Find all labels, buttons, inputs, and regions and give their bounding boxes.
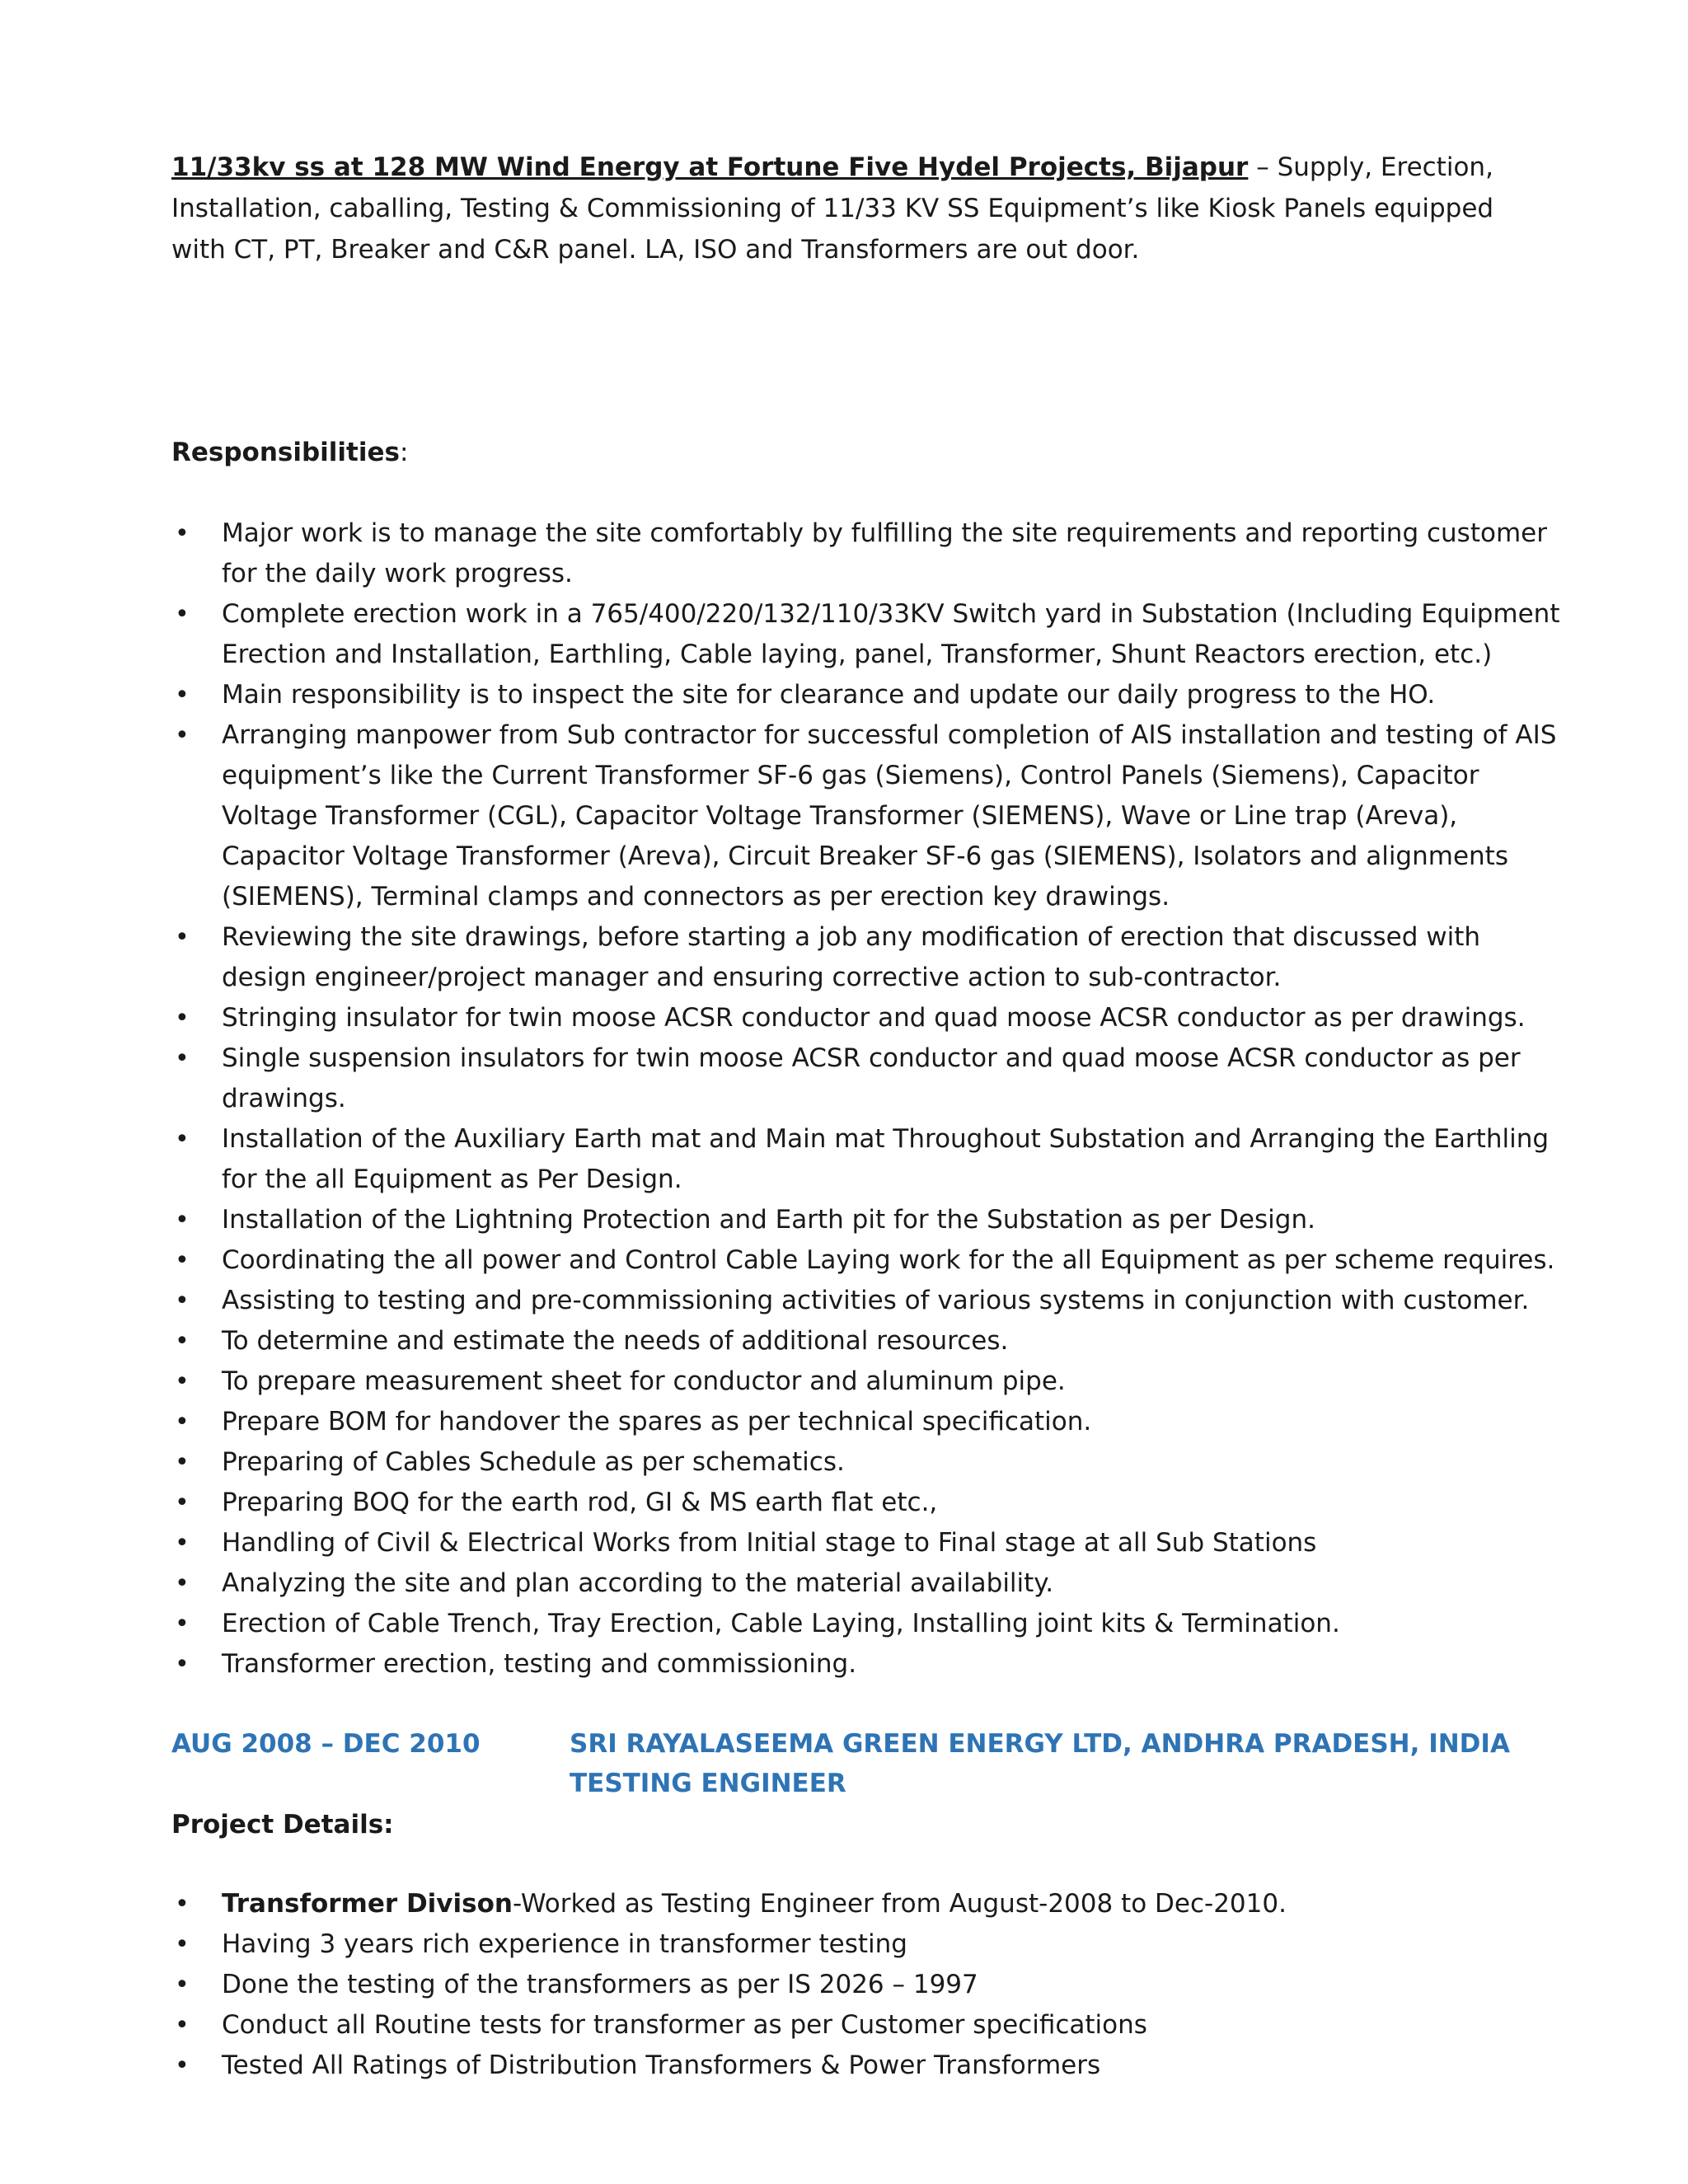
list-item (171, 513, 1573, 594)
responsibilities-heading (171, 432, 408, 473)
list-item-text: Preparing of Cables Schedule as per schematics. (222, 1447, 845, 1477)
bullet-icon: • (175, 1569, 190, 1598)
list-item (171, 1604, 1573, 1644)
project-description: – Supply, Erection, Installation, caballing, Testing & Commissioning of 11/33 KV SS Equipment’s like Kiosk Panels equipped with CT, PT, Breaker and C&R panel. LA, ISO and Transformers are out door. (171, 152, 1494, 265)
bullet-icon: • (175, 600, 190, 629)
bullet-icon: • (175, 1650, 190, 1679)
bullet-icon: • (175, 1044, 190, 1073)
list-item (171, 1240, 1573, 1281)
bullet-icon: • (175, 1004, 190, 1033)
list-item (171, 1361, 1573, 1402)
list-item (171, 1442, 1573, 1483)
bullet-icon: • (175, 1930, 190, 1959)
list-item (171, 1200, 1573, 1240)
list-item-text: Assisting to testing and pre-commissioning activities of various systems in conjunction with customer. (222, 1286, 1530, 1315)
list-item (171, 1402, 1573, 1442)
list-item (171, 594, 1573, 675)
bullet-icon: • (175, 923, 190, 952)
list-item-text: Prepare BOM for handover the spares as per technical specification. (222, 1407, 1092, 1436)
bullet-icon: • (175, 1206, 190, 1235)
list-item-text: Preparing BOQ for the earth rod, GI & MS earth flat etc., (222, 1488, 938, 1517)
bullet-icon: • (175, 1246, 190, 1275)
bullet-icon: • (175, 1327, 190, 1356)
list-item (171, 1523, 1573, 1563)
job-dates: AUG 2008 – DEC 2010 (171, 1729, 481, 1759)
list-item-text: Installation of the Lightning Protection and Earth pit for the Substation as per Design. (222, 1205, 1315, 1235)
list-item-text: To determine and estimate the needs of additional resources. (222, 1326, 1009, 1356)
list-item-text: Arranging manpower from Sub contractor for successful completion of AIS installation and testing of AIS equipment’s like the Current Transformer SF-6 gas (Siemens), Control Panels (Siemens), Capacitor Voltage Transformer (CGL), Capacitor Voltage Transformer (SIEMENS), Wave or Line trap (Areva), Capacitor Voltage Transformer (Areva), Circuit Breaker SF-6 gas (SIEMENS), Isolators and alignments (SIEMENS), Terminal clamps and connectors as per erection key drawings. (222, 720, 1557, 912)
list-item-text: Installation of the Auxiliary Earth mat and Main mat Throughout Substation and Arranging the Earthling for the all Equipment as Per Design. (222, 1124, 1550, 1194)
list-item (171, 1321, 1573, 1361)
list-item (171, 1038, 1573, 1119)
list-item-text: Transformer erection, testing and commissioning. (222, 1649, 857, 1679)
list-item-text: Conduct all Routine tests for transformer as per Customer specifications (222, 2010, 1147, 2040)
list-item-bold-text: Transformer Divison (222, 1889, 513, 1919)
bullet-icon: • (175, 1125, 190, 1154)
list-item (171, 2046, 1573, 2086)
list-item-text: Tested All Ratings of Distribution Transformers & Power Transformers (222, 2050, 1101, 2080)
list-item (171, 1884, 1573, 1924)
bullet-icon: • (175, 1286, 190, 1315)
bullet-icon: • (175, 1367, 190, 1396)
list-item-text: Analyzing the site and plan according to the material availability. (222, 1568, 1054, 1598)
list-item (171, 1119, 1573, 1200)
list-item-text: Major work is to manage the site comfortably by fulfilling the site requirements and reporting customer for the daily work progress. (222, 518, 1547, 588)
list-item (171, 1281, 1573, 1321)
responsibilities-list (171, 513, 1573, 1685)
project-intro (171, 147, 1540, 270)
bullet-icon: • (175, 721, 190, 750)
list-item (171, 1644, 1573, 1685)
list-item (171, 1483, 1573, 1523)
bullet-icon: • (175, 1971, 190, 1999)
list-item-text: Reviewing the site drawings, before starting a job any modification of erection that discussed with design engineer/project manager and ensuring corrective action to sub-contractor. (222, 922, 1481, 992)
bullet-icon: • (175, 1610, 190, 1638)
bullet-icon: • (175, 1529, 190, 1558)
list-item (171, 2005, 1573, 2046)
list-item-text: Having 3 years rich experience in transformer testing (222, 1929, 907, 1959)
job-role: TESTING ENGINEER (570, 1769, 846, 1798)
list-item-text: Stringing insulator for twin moose ACSR conductor and quad moose ACSR conductor as per drawings. (222, 1003, 1526, 1033)
list-item-text: Single suspension insulators for twin moose ACSR conductor and quad moose ACSR conductor as per drawings. (222, 1043, 1521, 1113)
list-item-text: To prepare measurement sheet for conductor and aluminum pipe. (222, 1366, 1066, 1396)
company-name: SRI RAYALASEEMA GREEN ENERGY LTD, ANDHRA PRADESH, INDIA (570, 1729, 1510, 1759)
list-item-text: Erection of Cable Trench, Tray Erection, Cable Laying, Installing joint kits & Termination. (222, 1609, 1340, 1638)
bullet-icon: • (175, 1448, 190, 1477)
list-item-text: Complete erection work in a 765/400/220/132/110/33KV Switch yard in Substation (Including Equipment Erection and Installation, Earthling, Cable laying, panel, Transformer, Shunt Reactors erection, etc.) (222, 599, 1560, 669)
project-details-heading: Project Details: (171, 1810, 394, 1840)
list-item-text: Handling of Civil & Electrical Works from Initial stage to Final stage at all Sub Stations (222, 1528, 1317, 1558)
list-item (171, 1924, 1573, 1965)
responsibilities-heading-colon: : (399, 438, 409, 467)
project-details-list (171, 1884, 1573, 2086)
list-item (171, 1563, 1573, 1604)
list-item (171, 917, 1573, 998)
bullet-icon: • (175, 1890, 190, 1919)
list-item (171, 1965, 1573, 2005)
list-item-text: Done the testing of the transformers as per IS 2026 – 1997 (222, 1970, 978, 1999)
bullet-icon: • (175, 681, 190, 710)
list-item (171, 998, 1573, 1038)
project-title: 11/33kv ss at 128 MW Wind Energy at Fortune Five Hydel Projects, Bijapur (171, 152, 1249, 182)
list-item (171, 715, 1573, 917)
list-item-text: Main responsibility is to inspect the site for clearance and update our daily progress to the HO. (222, 680, 1436, 710)
responsibilities-heading-text: Responsibilities (171, 438, 400, 467)
list-item (171, 675, 1573, 715)
bullet-icon: • (175, 2011, 190, 2040)
bullet-icon: • (175, 1488, 190, 1517)
bullet-icon: • (175, 1408, 190, 1436)
bullet-icon: • (175, 2051, 190, 2080)
list-item-text: Coordinating the all power and Control Cable Laying work for the all Equipment as per scheme requires. (222, 1245, 1555, 1275)
bullet-icon: • (175, 519, 190, 548)
list-item-text: -Worked as Testing Engineer from August-2008 to Dec-2010. (512, 1889, 1287, 1919)
